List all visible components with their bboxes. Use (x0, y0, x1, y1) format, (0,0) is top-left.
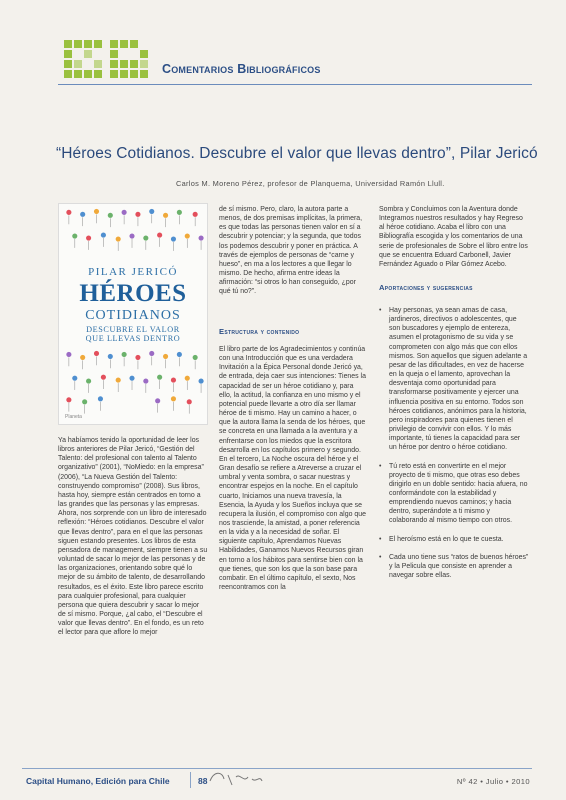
article-title: “Héroes Cotidianos. Descubre el valor que llevas dentro”, Pilar Jericó (56, 145, 538, 162)
body-paragraph: El libro parte de los Agradecimientos y continúa con una Introducción que es una verdadera Invitación a la Épica Personal donde Jericó ya, de entrada, deja caer sus intenciones: Tienes la capacidad de ser un héroe cotidiano y, para ello, la actitud, la confianza en uno mismo y el potencial puede llevarte a otro día ser llamar héroe de ti mismo. Hay un camino a hacer, o que la autora llama la senda de los héroes, que se concreta en una llamada a la aventura y a enfrentarse con los miedos que la escritora desarrolla en los capítulos primero y segundo. En el tercero, La Noche oscura del héroe y el Gran desafío se refiere a Atreverse a cruzar el umbral y venta sombra, o sacar nuestras y encontrar espejos en la noche. En el capítulo cuarto, Iniciamos una nueva travesía, la Esencia, la Ayuda y los Sueños incluya que se recupera la ilusión, el compromiso con algo que nos trasciende, la amistad, a poner referencia en la vida y a la necesidad de soñar. El siguiente capítulo, Aprendamos Nuevas Habilidades, Ganamos Nuevos Recursos giran en torno a los hábitos para sentirse bien con la que tienes, que son los que la son base para combatir. En el último capítulo, el sexto, Nos reencontramos con la (219, 346, 366, 592)
cb-logo-icon (60, 38, 154, 80)
body-paragraph: Sombra y Concluimos con la Aventura donde Integramos nuestros resultados y hay Regreso al héroe cotidiano. Acaba el libro con una Bibliografía escogida y los comentarios de una serie de profesionales de Sobre el libro entre los que se encuentra Eduard Carbonell, Javier Fernández Aguado o Pilar Gómez Acebo. (379, 206, 528, 268)
issue-info: Nº 42 • Julio • 2010 (456, 777, 530, 786)
section-logo (60, 38, 154, 80)
cover-title-line1: HÉROES (79, 280, 187, 307)
subheading-structure: Estructura y contenido (219, 327, 300, 336)
cover-author: PILAR JERICÓ (88, 266, 178, 278)
bullet-list (379, 306, 529, 589)
subheading-contributions: Aportaciones y sugerencias (379, 283, 473, 292)
book-cover (58, 203, 208, 425)
cover-title-line2: COTIDIANOS (85, 308, 181, 323)
list-item: • Cada uno tiene sus “ratos de buenos héroes” y la Pelicula que consiste en aprender a navegar sobre ellas. (379, 553, 529, 580)
list-item: • El heroísmo está en lo que te cuesta. (379, 535, 529, 544)
list-item: • Tú reto está en convertirte en el mejor proyecto de ti mismo, que otras eso debes dirigirlo en un doble sentido: hacia afuera, no conformándote con la estabilidad y emprendiendo nuevos caminos; y hacia dentro, superándote a ti mismo y colaborando al mismo tiempo con otros. (379, 462, 529, 526)
section-title: Comentarios Bibliográficos (162, 62, 321, 76)
body-paragraph: Ya habíamos tenido la oportunidad de leer los libros anteriores de Pilar Jericó, “Gestión del Talento: del profesional con talento al Talento organizativo” (2001), “NoMiedo: en la empresa” (2006), “La Nueva Gestión del Talento: construyendo compromiso” (2008). Sus libros, hasta hoy, siempre están centrados en torno a las grandes que las personas y las empresas. Ahora, nos sorprende con un libro de interesado reflexión: “Héroes cotidianos. Descubre el valor que llevas dentro”, para en el que las personas siguen estando presentes. Los libros de esta pensadora de management, siempre tienen a su voluntad de sacar lo mejor de las personas y de las organizaciones, orientando sobre qué lo mejor de su ámbito de talento, de desarrollando resultados, es el éxito. Este libro parece escrito para cualquier profesional, para cualquier persona que quiera descubrir y sacar lo mejor de sí mismo. Porque, ¿al cabo, el “Descubre el valor que llevas dentro”. En el fondo, es un reto el lector para que aflore lo mejor (58, 437, 208, 637)
footer-separator (190, 772, 191, 788)
body-paragraph: de sí mismo. Pero, claro, la autora parte a menos, de dos premisas implícitas, la primera, es que todas las personas tienen valor en sí a descubrir y potenciar; y la segunda, que todos los podemos descubrir y poner en práctica. A través de ejemplos de personas de “carne y hueso”, en ma a los lectores a que llegar lo mismo. De hecho, afirma entre ideas la afirmación: “si otros lo han conseguido, ¿por qué tú no?”. (219, 206, 363, 296)
header-divider (58, 84, 532, 85)
cover-subtitle-line2: QUE LLEVAS DENTRO (85, 334, 181, 343)
list-item: • Hay personas, ya sean amas de casa, jardineros, directivos o adolescentes, que son buscadores y ejemplo de entereza, asumen el protagonismo de su vida y se comprometen con algo más que con ellos mismos. Son aquellos que siguen adelante a pesar de las dificultades, en vez de hacerse en la queja o el lamento, aprovechan la desventaja como oportunidad para transformarse positivamente y ejercer una influencia positiva en su entorno. Todos son héroes cotidianos, anónimos para la historia, pero inspiradores para quienes tienen el privilegio de convivir con ellos. Y lo más importante, tú tienes la capacidad para ser un héroe por dentro o héroe cotidiano. (379, 306, 529, 453)
cover-publisher: Planeta (65, 414, 82, 420)
column-1 (58, 436, 208, 637)
cover-subtitle-line1: DESCUBRE EL VALOR (86, 325, 180, 334)
footer-publication: Capital Humano, Edición para Chile (26, 776, 170, 786)
cover-subtitle (59, 325, 207, 343)
footer-divider (22, 768, 532, 769)
handwritten-stamp-icon (206, 769, 266, 791)
article-byline: Carlos M. Moreno Pérez, profesor de Planquema, Universidad Ramón Llull. (176, 179, 445, 188)
page-number: 88 (198, 776, 208, 786)
